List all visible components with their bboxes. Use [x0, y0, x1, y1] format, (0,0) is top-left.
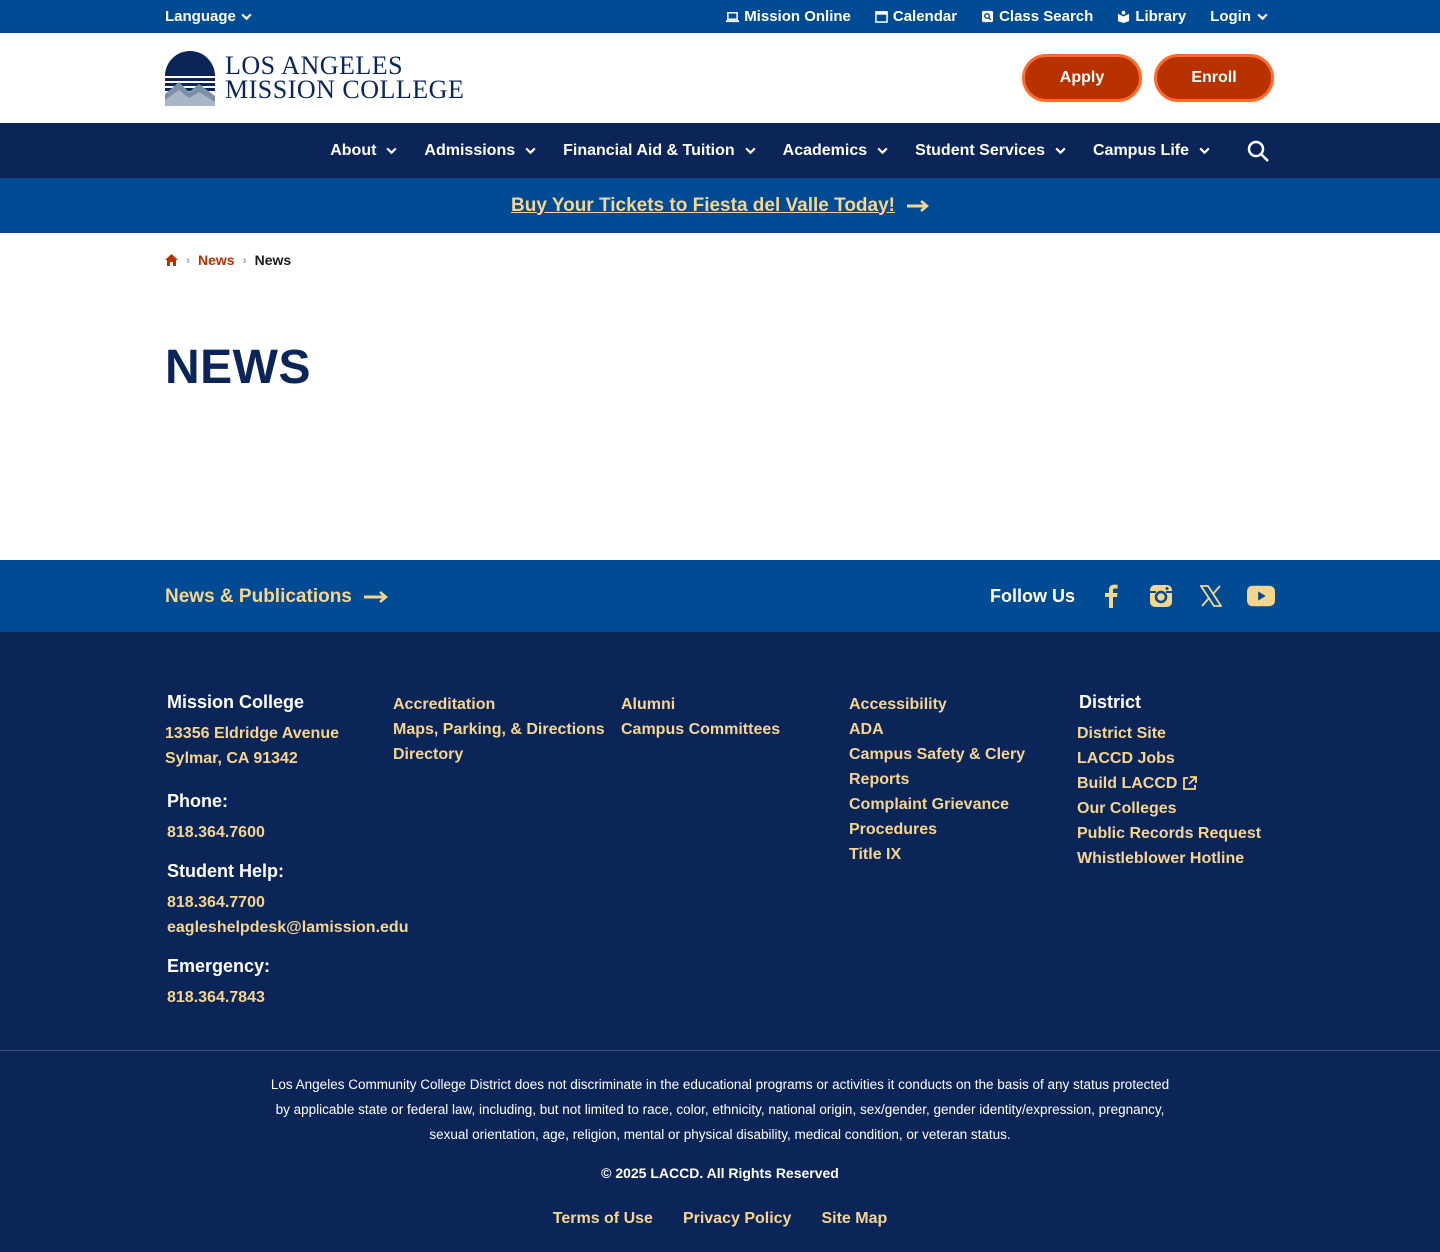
chevron-down-icon [1256, 10, 1269, 23]
chevron-down-icon [1054, 144, 1067, 157]
footer-link-reports[interactable]: Reports [849, 771, 910, 788]
footer-address-line-1[interactable]: 13356 Eldridge Avenue [165, 725, 339, 742]
alert-banner [0, 178, 1440, 233]
footer-link-whistleblower[interactable]: Whistleblower Hotline [1077, 850, 1245, 867]
footer-link-accreditation[interactable]: Accreditation [393, 696, 496, 713]
nav-item-label: Admissions [424, 141, 516, 159]
logo-line-2: MISSION COLLEGE [225, 75, 465, 104]
footer-column-2 [393, 692, 605, 767]
x-icon[interactable] [1197, 582, 1225, 610]
nav-item-label: Campus Life [1092, 141, 1189, 159]
laptop-icon [726, 10, 739, 23]
footer-phone-label: Phone: [167, 791, 228, 811]
footer-link-district-site[interactable]: District Site [1077, 725, 1166, 742]
footer-link-procedures[interactable]: Procedures [849, 821, 938, 838]
calendar-icon [875, 10, 888, 23]
nav-item-student-services[interactable] [915, 142, 1067, 160]
login-label: Login [1210, 8, 1251, 25]
nav-item-label: Academics [782, 141, 868, 159]
site-footer [0, 632, 1440, 1252]
footer-student-help-label: Student Help: [167, 861, 284, 881]
footer-help-phone[interactable]: 818.364.7700 [167, 894, 265, 911]
utility-link-label: Mission Online [744, 8, 851, 25]
breadcrumb-separator: › [242, 253, 247, 267]
chevron-down-icon [240, 10, 253, 23]
banner-link[interactable]: Buy Your Tickets to Fiesta del Valle Today! [511, 194, 895, 216]
footer-emergency-phone[interactable]: 818.364.7843 [167, 989, 265, 1006]
footer-link-laccd-jobs[interactable]: LACCD Jobs [1077, 750, 1175, 767]
footer-band [0, 560, 1440, 632]
enroll-button[interactable]: Enroll [1154, 54, 1274, 102]
language-label: Language [165, 8, 236, 25]
login-menu[interactable] [1210, 8, 1269, 25]
chevron-down-icon [385, 144, 398, 157]
breadcrumb [165, 252, 291, 268]
chevron-down-icon [876, 144, 889, 157]
footer-column-college [165, 692, 408, 1010]
logo-line-1: LOS ANGELES [225, 51, 404, 80]
facebook-icon[interactable] [1097, 582, 1125, 610]
footer-bottom-links [0, 1210, 1440, 1228]
breadcrumb-separator: › [186, 253, 190, 267]
news-publications-label: News & Publications [165, 586, 352, 607]
utility-link-label: Calendar [892, 8, 958, 25]
breadcrumb-link-news[interactable]: News [198, 252, 235, 268]
follow-us-label: Follow Us [990, 586, 1075, 606]
nav-item-label: About [330, 141, 377, 159]
footer-link-maps[interactable]: Maps, Parking, & Directions [393, 721, 605, 738]
nav-item-campus-life[interactable] [1093, 142, 1211, 160]
footer-link-title-ix[interactable]: Title IX [849, 846, 902, 863]
footer-link-label: Build LACCD [1077, 775, 1178, 792]
nondiscrimination-statement [240, 1072, 1200, 1147]
utility-link-library[interactable] [1117, 8, 1186, 25]
legal-line: Los Angeles Community College District does not discriminate in the educational programs or activities it conducts on the basis of any status protected [270, 1077, 1170, 1092]
class-search-icon [981, 10, 994, 23]
footer-help-email[interactable]: eagleshelpdesk@lamission.edu [167, 919, 409, 936]
arrow-right-icon [364, 591, 388, 603]
utility-bar [0, 0, 1440, 33]
nav-item-academics[interactable] [783, 142, 890, 160]
social-links [1097, 582, 1275, 610]
college-logo[interactable] [165, 50, 464, 106]
privacy-policy-link[interactable]: Privacy Policy [682, 1210, 792, 1227]
footer-district-title: District [1079, 692, 1142, 712]
chevron-down-icon [524, 144, 537, 157]
utility-links [726, 8, 1269, 25]
footer-phone[interactable]: 818.364.7600 [167, 824, 265, 841]
footer-link-campus-safety[interactable]: Campus Safety & Clery [849, 746, 1026, 763]
arrow-right-icon[interactable] [907, 200, 929, 212]
footer-column-district [1077, 692, 1261, 871]
footer-address-line-2[interactable]: Sylmar, CA 91342 [165, 750, 298, 767]
footer-link-alumni[interactable]: Alumni [621, 696, 676, 713]
utility-link-label: Class Search [999, 8, 1094, 25]
utility-link-calendar[interactable] [875, 8, 957, 25]
footer-college-title: Mission College [167, 692, 305, 712]
chevron-down-icon [1198, 144, 1211, 157]
legal-line: sexual orientation, age, religion, mental or physical disability, medical condition, or veteran status. [429, 1127, 1011, 1142]
utility-link-label: Library [1135, 8, 1187, 25]
site-map-link[interactable]: Site Map [821, 1210, 888, 1227]
apply-button[interactable]: Apply [1022, 54, 1142, 102]
page-title: NEWS [165, 341, 311, 394]
footer-column-3 [621, 692, 780, 742]
utility-link-mission-online[interactable] [726, 8, 851, 25]
footer-link-complaint-grievance[interactable]: Complaint Grievance [849, 796, 1010, 813]
home-icon[interactable] [165, 254, 178, 266]
footer-link-our-colleges[interactable]: Our Colleges [1077, 800, 1177, 817]
mountain-logo-icon [165, 50, 215, 106]
news-publications-link[interactable] [165, 586, 388, 608]
youtube-icon[interactable] [1247, 582, 1275, 610]
legal-line: by applicable state or federal law, including, but not limited to race, color, ethnicity, national origin, sex/gender, gender identity/expression, pregnancy, [275, 1102, 1165, 1117]
language-selector[interactable] [165, 8, 253, 25]
logo-wordmark [225, 51, 465, 104]
terms-of-use-link[interactable]: Terms of Use [552, 1210, 653, 1227]
footer-link-directory[interactable]: Directory [393, 746, 464, 763]
footer-link-build-laccd[interactable] [1077, 771, 1261, 796]
breadcrumb-current: News [254, 252, 292, 268]
site-header [0, 33, 1440, 123]
nav-item-about[interactable] [330, 142, 398, 160]
chevron-down-icon [744, 144, 757, 157]
footer-divider [0, 1050, 1440, 1051]
footer-link-public-records[interactable]: Public Records Request [1077, 825, 1262, 842]
library-icon [1117, 10, 1130, 23]
cta-buttons [1022, 54, 1274, 102]
footer-link-accessibility[interactable]: Accessibility [849, 696, 947, 713]
main-navigation [0, 123, 1440, 178]
search-icon[interactable] [1246, 139, 1270, 163]
footer-emergency-label: Emergency: [167, 956, 271, 976]
utility-link-class-search[interactable] [981, 8, 1093, 25]
footer-link-campus-committees[interactable]: Campus Committees [621, 721, 781, 738]
nav-item-label: Student Services [915, 141, 1045, 159]
instagram-icon[interactable] [1147, 582, 1175, 610]
footer-column-4 [849, 692, 1025, 867]
external-link-icon [1182, 776, 1197, 791]
nav-item-admissions[interactable] [424, 142, 537, 160]
nav-item-label: Financial Aid & Tuition [563, 141, 735, 159]
footer-link-ada[interactable]: ADA [849, 721, 884, 738]
nav-item-financial-aid[interactable] [563, 142, 757, 160]
copyright: © 2025 LACCD. All Rights Reserved [601, 1165, 839, 1181]
